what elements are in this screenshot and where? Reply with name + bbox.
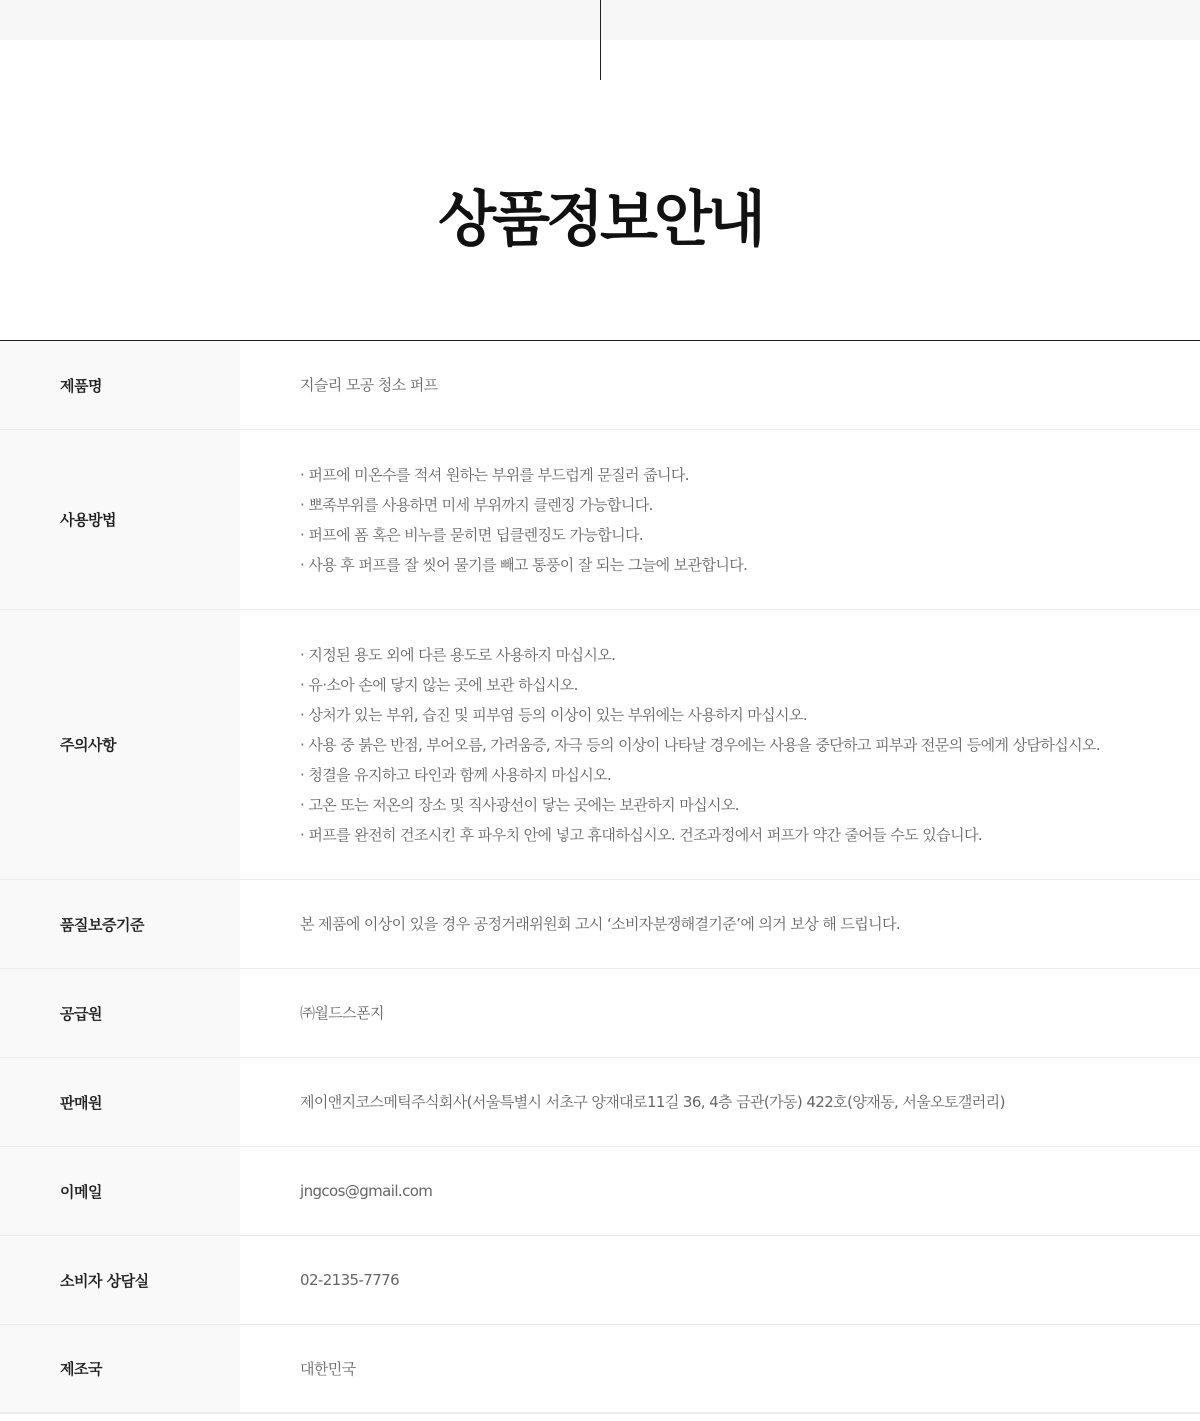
phone-number-text: 02-2135-7776 [300, 1271, 400, 1289]
row-label: 이메일 [0, 1147, 240, 1235]
caution-line: · 유·소아 손에 닿지 않는 곳에 보관 하십시오. [300, 675, 578, 694]
table-row-country [0, 1325, 1200, 1414]
row-value [240, 1325, 1200, 1412]
caution-line: · 청결을 유지하고 타인과 함께 사용하지 마십시오. [300, 765, 612, 784]
row-label: 제조국 [0, 1325, 240, 1412]
table-row-product-name [0, 341, 1200, 430]
row-value-text: ㈜월드스폰지 [300, 1004, 384, 1022]
caution-line: · 지정된 용도 외에 다른 용도로 사용하지 마십시오. [300, 645, 616, 664]
row-value [240, 430, 1200, 609]
row-value-text: 지슬리 모공 청소 퍼프 [300, 376, 438, 394]
caution-line: · 고온 또는 저온의 장소 및 직사광선이 닿는 곳에는 보관하지 마십시오. [300, 795, 739, 814]
row-value-text: 본 제품에 이상이 있을 경우 공정거래위원회 고시 ‘소비자분쟁해결기준’에 의거 보상 해 드립니다. [300, 915, 901, 933]
usage-line: · 뽀족부위를 사용하면 미세 부위까지 클렌징 가능합니다. [300, 495, 653, 514]
table-row-seller [0, 1058, 1200, 1147]
row-value [240, 1058, 1200, 1146]
table-row-supplier [0, 969, 1200, 1058]
row-label: 품질보증기준 [0, 880, 240, 968]
row-label: 공급원 [0, 969, 240, 1057]
row-value-text: 대한민국 [300, 1359, 356, 1378]
usage-line: · 사용 후 퍼프를 잘 씻어 물기를 빼고 통풍이 잘 되는 그늘에 보관합니다. [300, 555, 748, 574]
row-value [240, 969, 1200, 1057]
usage-line: · 퍼프에 폼 혹은 비누를 묻히면 딥클렌징도 가능합니다. [300, 525, 644, 544]
caution-line: · 사용 중 붉은 반점, 부어오름, 가려움증, 자극 등의 이상이 나타날 경우에는 사용을 중단하고 피부과 전문의 등에게 상담하십시오. [300, 735, 1101, 754]
table-row-usage [0, 430, 1200, 610]
table-row-quality [0, 880, 1200, 969]
row-label: 소비자 상담실 [0, 1236, 240, 1324]
row-value [240, 880, 1200, 968]
page-title: 상품정보안내 [438, 185, 762, 255]
caution-line: · 상처가 있는 부위, 습진 및 피부염 등의 이상이 있는 부위에는 사용하지 마십시오. [300, 705, 808, 724]
row-label: 판매원 [0, 1058, 240, 1146]
row-value [240, 1236, 1200, 1324]
product-info-table [0, 340, 1200, 1414]
row-label: 사용방법 [0, 430, 240, 609]
table-row-consumer-center [0, 1236, 1200, 1325]
email-text: jngcos@gmail.com [300, 1182, 433, 1200]
row-value [240, 341, 1200, 429]
row-value-text: 제이앤지코스메틱주식회사(서울특별시 서초구 양재대로11길 36, 4층 금관(가동) 422호(양재동, 서울오토갤러리) [300, 1093, 1005, 1111]
row-value [240, 610, 1200, 879]
row-label: 제품명 [0, 341, 240, 429]
row-value [240, 1147, 1200, 1235]
usage-line: · 퍼프에 미온수를 적셔 원하는 부위를 부드럽게 문질러 줍니다. [300, 465, 689, 484]
caution-line: · 퍼프를 완전히 건조시킨 후 파우치 안에 넣고 휴대하십시오. 건조과정에서 퍼프가 약간 줄어들 수도 있습니다. [300, 825, 983, 844]
top-divider-line [600, 0, 601, 80]
row-label: 주의사항 [0, 610, 240, 879]
table-row-caution [0, 610, 1200, 880]
table-row-email [0, 1147, 1200, 1236]
